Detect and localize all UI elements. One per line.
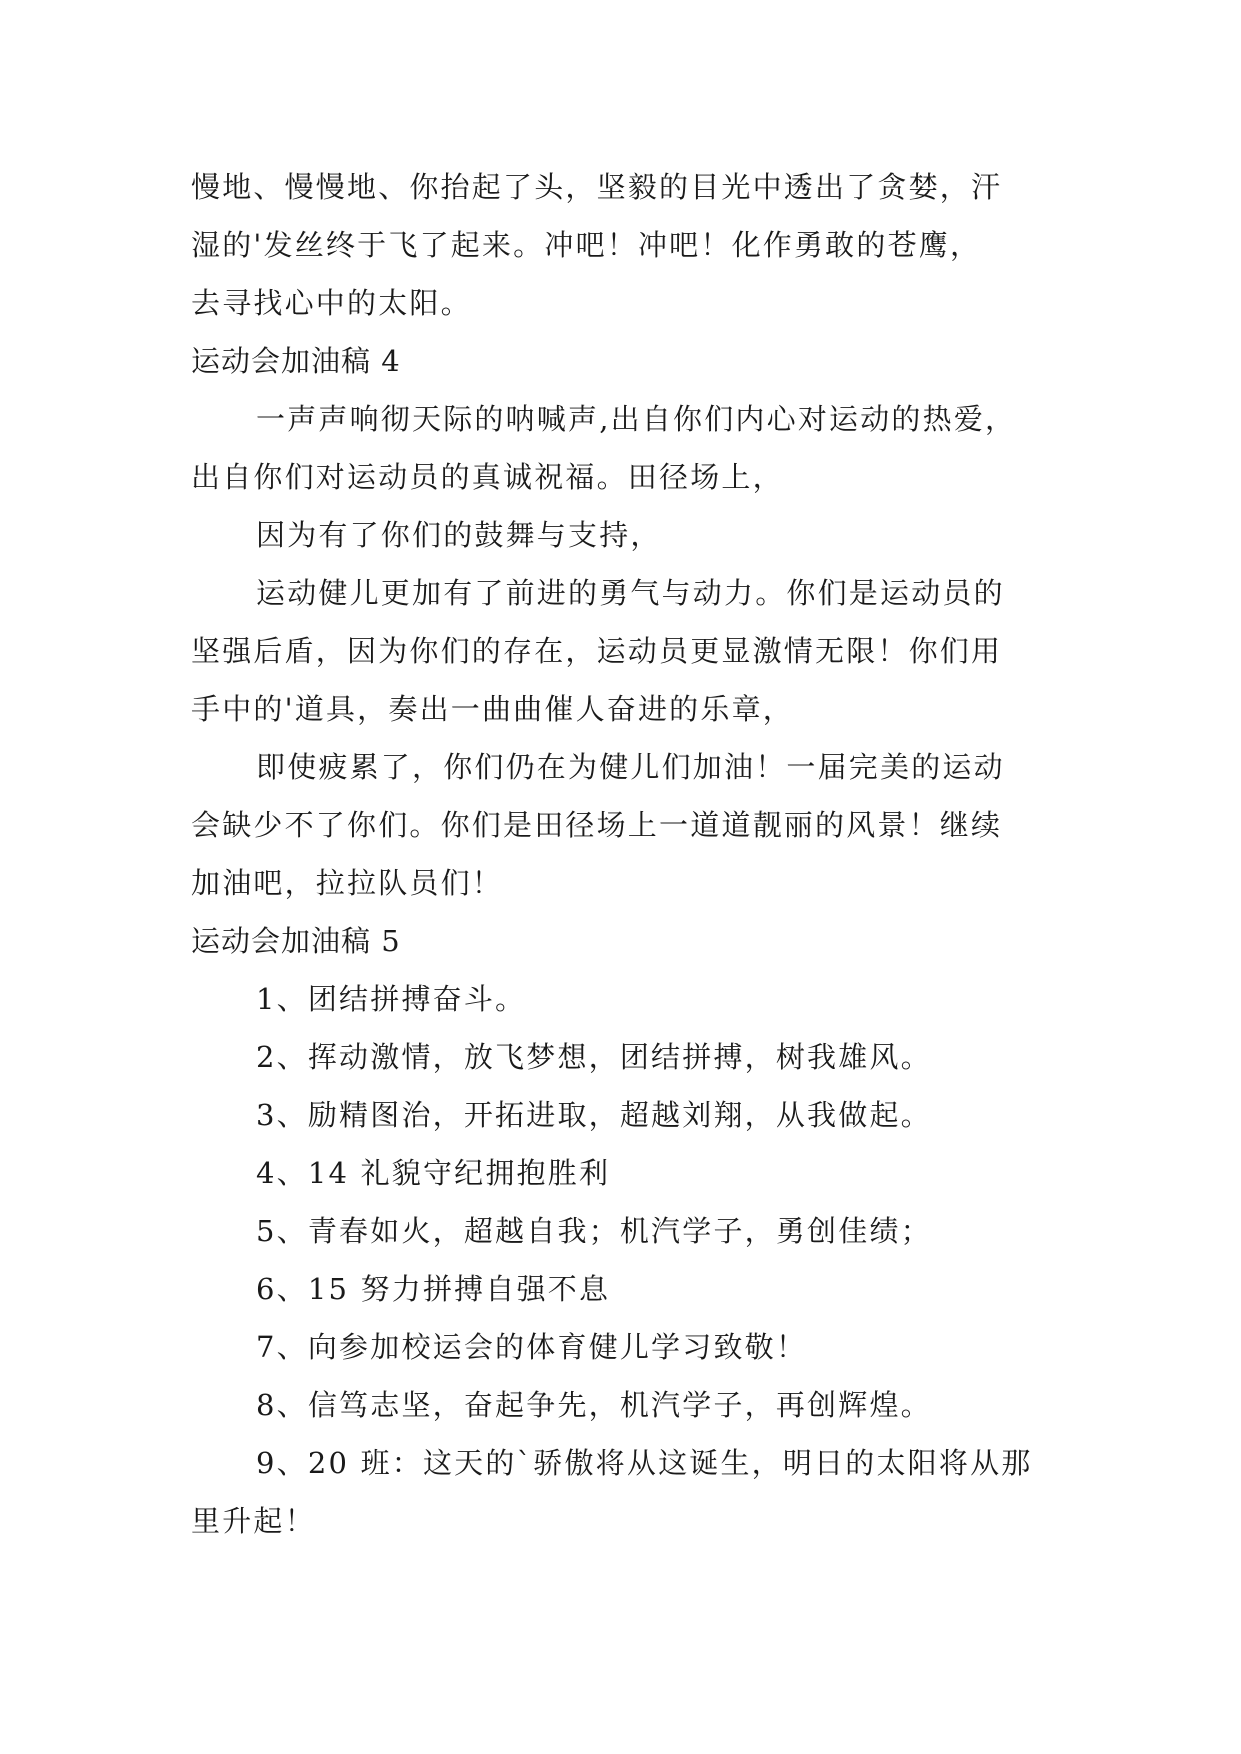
- paragraph-line: 坚强后盾，因为你们的存在，运动员更显激情无限！你们用: [191, 634, 1003, 668]
- list-item-line: 2、挥动激情，放飞梦想，团结拼搏，树我雄风。: [256, 1040, 932, 1074]
- list-item-line: 5、青春如火，超越自我；机汽学子，勇创佳绩；: [256, 1214, 932, 1248]
- paragraph-line: 运动健儿更加有了前进的勇气与动力。你们是运动员的: [256, 576, 1005, 610]
- list-item-line: 里升起！: [191, 1504, 316, 1538]
- paragraph-line: 去寻找心中的太阳。: [191, 286, 472, 320]
- list-item-line: 9、20 班：这天的`骄傲将从这诞生，明日的太阳将从那: [256, 1446, 1033, 1480]
- list-item-line: 6、15 努力拼搏自强不息: [256, 1272, 611, 1306]
- paragraph-line: 加油吧，拉拉队员们！: [191, 866, 504, 900]
- section-heading: 运动会加油稿 5: [191, 924, 401, 958]
- list-item-line: 7、向参加校运会的体育健儿学习致敬！: [256, 1330, 808, 1364]
- paragraph-line: 湿的'发丝终于飞了起来。冲吧！冲吧！化作勇敢的苍鹰，: [191, 228, 982, 262]
- list-item-line: 8、信笃志坚，奋起争先，机汽学子，再创辉煌。: [256, 1388, 932, 1422]
- list-item-line: 3、励精图治，开拓进取，超越刘翔，从我做起。: [256, 1098, 932, 1132]
- paragraph-line: 会缺少不了你们。你们是田径场上一道道靓丽的风景！继续: [191, 808, 1003, 842]
- paragraph-line: 慢地、慢慢地、你抬起了头，坚毅的目光中透出了贪婪，汗: [191, 170, 1003, 204]
- paragraph-line: 因为有了你们的鼓舞与支持，: [256, 518, 662, 552]
- document-body: [191, 158, 1053, 1550]
- list-item-line: 1、团结拼搏奋斗。: [256, 982, 527, 1016]
- paragraph-line: 出自你们对运动员的真诚祝福。田径场上，: [191, 460, 784, 494]
- list-item-line: 4、14 礼貌守纪拥抱胜利: [256, 1156, 611, 1190]
- section-heading: 运动会加油稿 4: [191, 344, 401, 378]
- paragraph-line: 一声声响彻天际的呐喊声,出自你们内心对运动的热爱，: [256, 402, 1017, 436]
- paragraph-line: 即使疲累了，你们仍在为健儿们加油！一届完美的运动: [256, 750, 1005, 784]
- paragraph-line: 手中的'道具，奏出一曲曲催人奋进的乐章，: [191, 692, 794, 726]
